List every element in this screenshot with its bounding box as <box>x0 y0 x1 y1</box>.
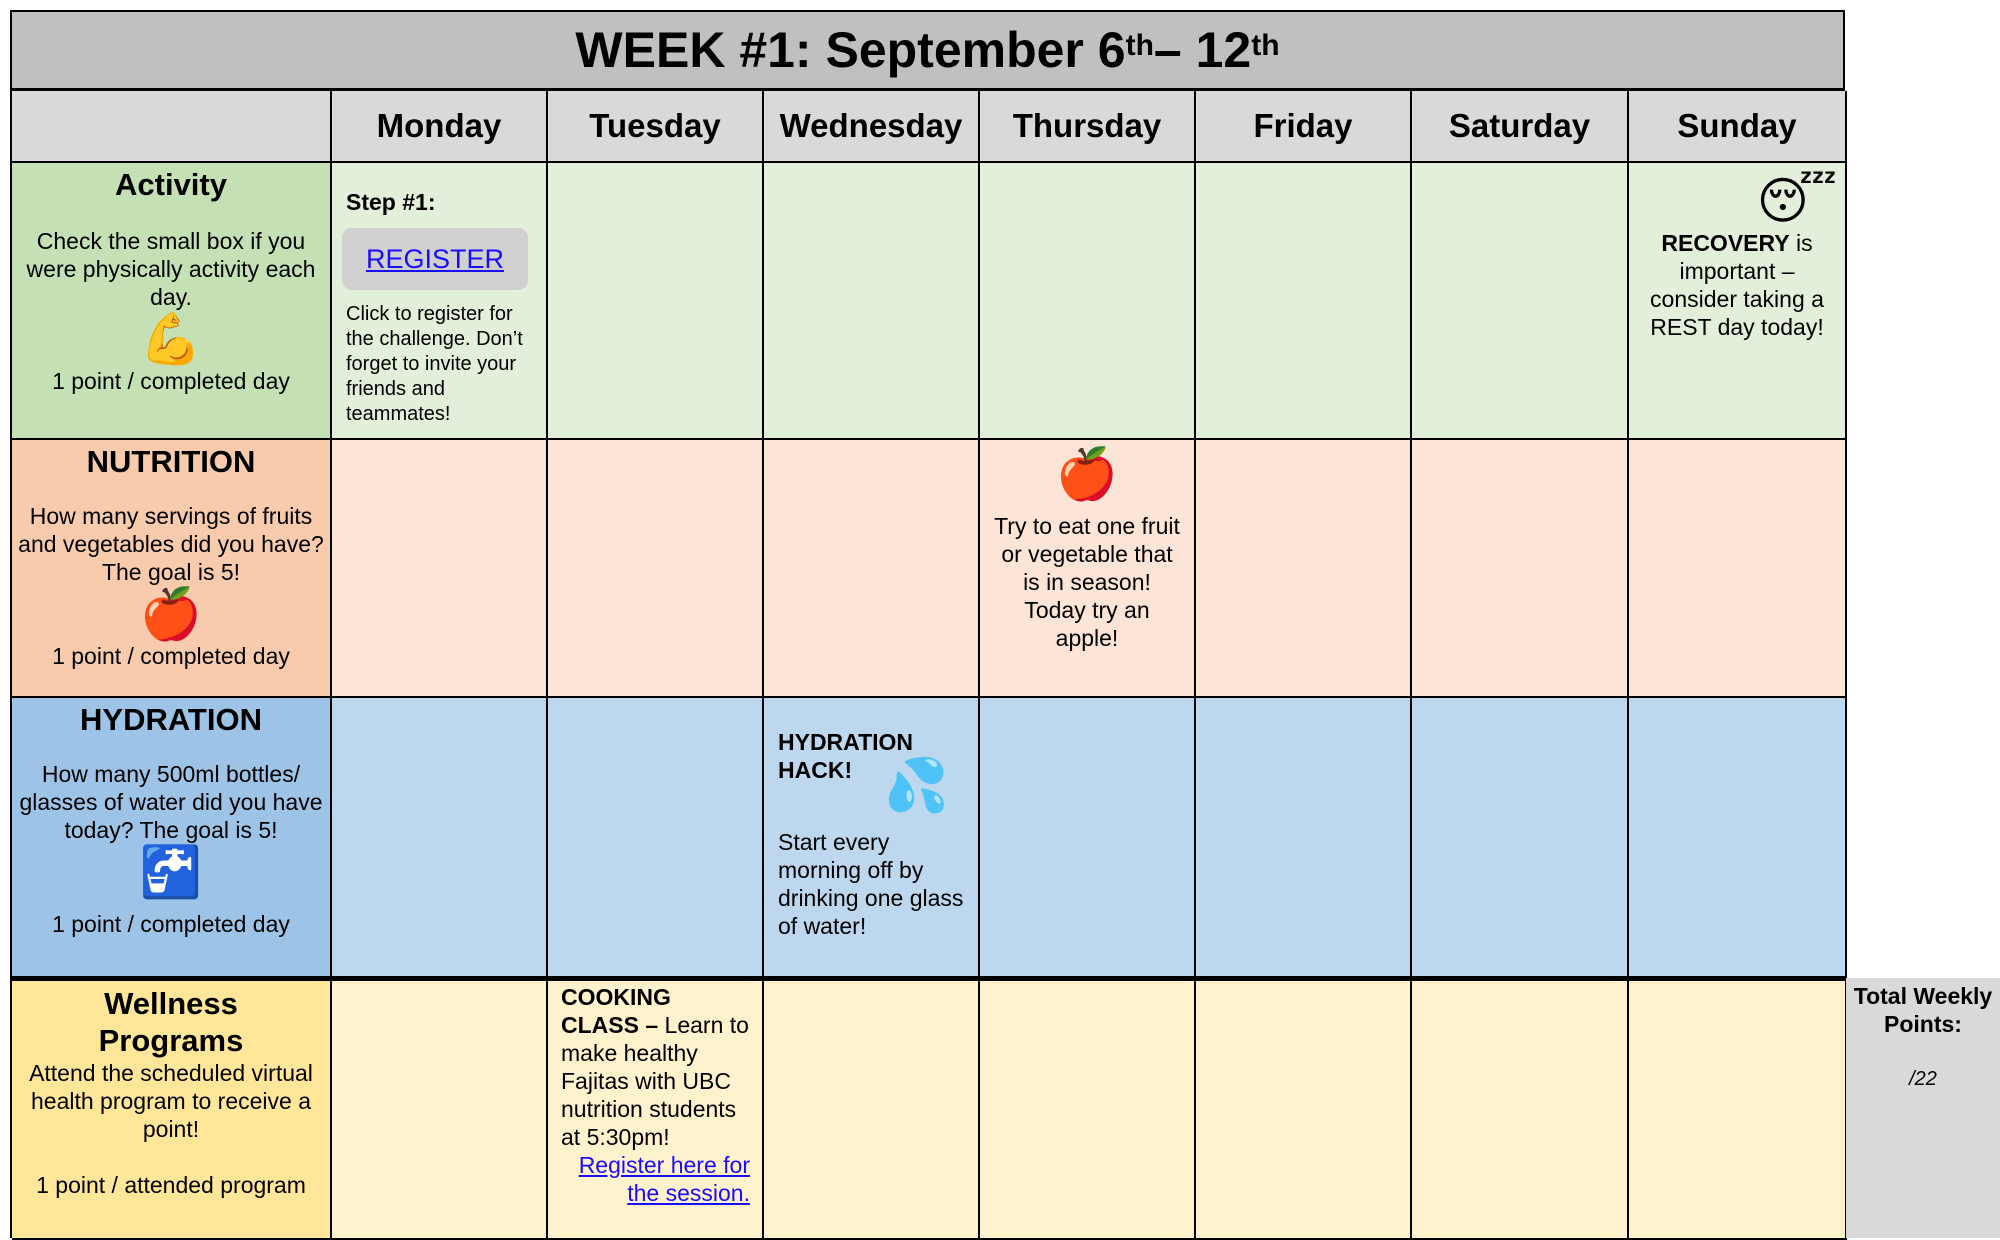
recovery-text: is important – consider taking a REST day today! <box>1650 230 1824 340</box>
day-header-tuesday: Tuesday <box>548 91 764 163</box>
wellness-sunday[interactable] <box>1629 978 1847 1240</box>
nutrition-tip: Try to eat one fruit or vegetable that is in season! Today try an apple! <box>994 513 1180 651</box>
wellness-saturday[interactable] <box>1412 978 1629 1240</box>
cooking-class-text <box>548 981 762 1151</box>
title-sup-start: th <box>1125 29 1154 62</box>
total-weekly-points <box>1846 978 2000 1238</box>
wellness-title: Wellness Programs <box>98 986 244 1058</box>
step-label: Step #1: <box>346 189 436 215</box>
register-note: Click to register for the challenge. Don’t forget to invite your friends and teammates! <box>346 303 523 425</box>
day-header-monday: Monday <box>332 91 548 163</box>
total-label: Total Weekly Points: <box>1853 983 1993 1037</box>
hydration-points: 1 point / completed day <box>52 911 290 937</box>
cooking-class-title: COOKING CLASS – <box>561 984 671 1038</box>
wellness-wednesday[interactable] <box>764 978 980 1240</box>
hydration-title: HYDRATION <box>80 702 262 737</box>
flexed-biceps-icon: 💪 <box>139 310 203 368</box>
wellness-points: 1 point / attended program <box>36 1172 306 1198</box>
hydration-saturday[interactable] <box>1412 698 1629 978</box>
activity-friday[interactable] <box>1196 163 1412 440</box>
hydration-tuesday[interactable] <box>548 698 764 978</box>
activity-sunday[interactable] <box>1629 163 1847 440</box>
sleeping-face-icon: 😴 <box>1756 172 1837 230</box>
activity-label-cell <box>12 163 332 440</box>
hydration-wednesday[interactable] <box>764 698 980 978</box>
wellness-thursday[interactable] <box>980 978 1196 1240</box>
day-header-thursday: Thursday <box>980 91 1196 163</box>
day-header-wednesday: Wednesday <box>764 91 980 163</box>
title-text-end: – 12 <box>1153 22 1252 78</box>
hydration-hack-title: HYDRATION HACK! <box>778 729 914 783</box>
hydration-monday[interactable] <box>332 698 548 978</box>
hydration-sunday[interactable] <box>1629 698 1847 978</box>
nutrition-description: How many servings of fruits and vegetables did you have? The goal is 5! <box>18 503 324 585</box>
activity-tuesday[interactable] <box>548 163 764 440</box>
hydration-description: How many 500ml bottles/ glasses of water did you have today? The goal is 5! <box>19 761 323 843</box>
hydration-thursday[interactable] <box>980 698 1196 978</box>
activity-monday[interactable] <box>332 163 548 440</box>
register-session-link[interactable]: Register here for the session. <box>578 1152 750 1206</box>
day-header-friday: Friday <box>1196 91 1412 163</box>
title-sup-end: th <box>1251 29 1280 62</box>
cooking-class-desc: Learn to make healthy Fajitas with UBC nutrition students at 5:30pm! <box>561 1012 749 1150</box>
recovery-tip <box>1629 229 1845 341</box>
apple-icon: 🍎 <box>1055 445 1119 503</box>
week-title <box>10 10 1845 90</box>
nutrition-saturday[interactable] <box>1412 440 1629 698</box>
corner-header <box>12 91 332 163</box>
hydration-friday[interactable] <box>1196 698 1412 978</box>
recovery-bold: RECOVERY <box>1661 230 1790 256</box>
activity-wednesday[interactable] <box>764 163 980 440</box>
sweat-droplets-icon: 💦 <box>884 756 949 816</box>
nutrition-points: 1 point / completed day <box>52 643 290 669</box>
wellness-tuesday[interactable] <box>548 978 764 1240</box>
activity-title: Activity <box>115 167 227 202</box>
weekly-calendar-grid <box>10 89 1845 1238</box>
hydration-hack-text: Start every morning off by drinking one glass of water! <box>778 829 964 939</box>
day-header-sunday: Sunday <box>1629 91 1847 163</box>
nutrition-tuesday[interactable] <box>548 440 764 698</box>
nutrition-wednesday[interactable] <box>764 440 980 698</box>
potable-water-icon: 🚰 <box>139 843 203 901</box>
wellness-description: Attend the scheduled virtual health program to receive a point! <box>29 1060 313 1142</box>
activity-thursday[interactable] <box>980 163 1196 440</box>
nutrition-title: NUTRITION <box>86 444 256 479</box>
wellness-monday[interactable] <box>332 978 548 1240</box>
title-text: WEEK #1: September 6 <box>575 22 1126 78</box>
nutrition-thursday[interactable] <box>980 440 1196 698</box>
nutrition-monday[interactable] <box>332 440 548 698</box>
apple-icon: 🍎 <box>139 585 203 643</box>
activity-saturday[interactable] <box>1412 163 1629 440</box>
day-header-saturday: Saturday <box>1412 91 1629 163</box>
hydration-label-cell <box>12 698 332 978</box>
activity-points: 1 point / completed day <box>52 368 290 394</box>
activity-description: Check the small box if you were physically activity each day. <box>26 228 316 310</box>
nutrition-sunday[interactable] <box>1629 440 1847 698</box>
wellness-friday[interactable] <box>1196 978 1412 1240</box>
total-value: /22 <box>1909 1068 1937 1090</box>
nutrition-label-cell <box>12 440 332 698</box>
wellness-label-cell <box>12 978 332 1240</box>
register-button[interactable]: REGISTER <box>342 228 528 290</box>
nutrition-friday[interactable] <box>1196 440 1412 698</box>
